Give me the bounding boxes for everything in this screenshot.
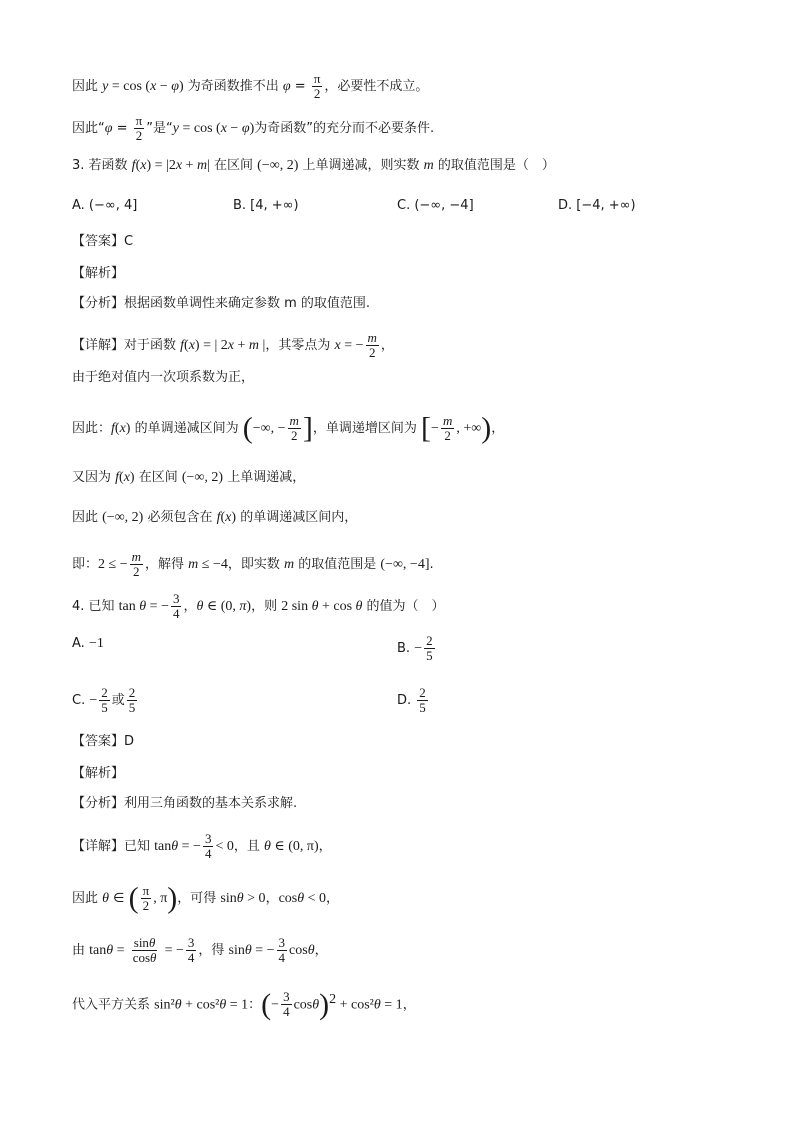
text-line: 又因为 f(x) 在区间 (−∞, 2) 上单调递减， (72, 470, 306, 485)
analysis-3: 【解析】 (72, 266, 125, 281)
text-line: 即：2 ≤ − $\frac{m}{2}$ ，解得 m ≤ −4，即实数 m 的取值范围是 (−∞, −4]. (72, 549, 434, 579)
text-line: 因此 y = cos (x − φ) 为奇函数推不出 φ = $\frac{\pi}{2}$ ，必要性不成立。 (72, 71, 429, 101)
option-d: D. $\frac{2}{5}$ (397, 685, 426, 715)
option-b: B. − $\frac{2}{5}$ (397, 633, 433, 663)
text-line: 因此 θ ∈ ( $\frac{\pi}{2}$ , π)，可得 sinθ > 0，cosθ < 0， (72, 881, 340, 915)
text-line: 代入平方关系 sin²θ + cos²θ = 1：(− $\frac{3}{4}$ cosθ)$^2$ + cos²θ = 1， (72, 987, 416, 1021)
fenxi-3: 【分析】根据函数单调性来确定参数 m 的取值范围. (72, 296, 371, 311)
option-b: B. [4, +∞) (233, 198, 299, 213)
xiangjie-3: 【详解】对于函数 f(x) = | 2x + m |，其零点为 x = − $\frac{m}{2}$ ， (72, 330, 394, 360)
text-line: 由于绝对值内一次项系数为正， (72, 370, 255, 385)
text-line: 因此：f(x) 的单调递减区间为 (−∞, − $\frac{m}{2}$ ]，单调递增区间为 [− $\frac{m}{2}$ , +∞)， (72, 411, 505, 445)
option-c: C. (−∞, −4] (397, 198, 474, 213)
option-c: C. − $\frac{2}{5}$ 或 $\frac{2}{5}$ (72, 685, 136, 715)
fenxi-4: 【分析】利用三角函数的基本关系求解. (72, 796, 298, 811)
option-a: A. −1 (72, 636, 104, 651)
answer-4: 【答案】D (72, 734, 135, 749)
question-4: 4. 已知 tan θ = − $\frac{3}{4}$ ，θ ∈ (0, π)，则 2 sin θ + cos θ 的值为（ ） (72, 591, 445, 621)
option-a: A. (−∞, 4] (72, 198, 138, 213)
analysis-4: 【解析】 (72, 766, 125, 781)
question-3: 3. 若函数 f(x) = |2x + m| 在区间 (−∞, 2) 上单调递减，则实数 m 的取值范围是（ ） (72, 158, 555, 173)
xiangjie-4: 【详解】已知 tanθ = − $\frac{3}{4}$ < 0，且 θ ∈ (0, π)， (72, 831, 332, 861)
text-line: 因此 (−∞, 2) 必须包含在 f(x) 的单调递减区间内， (72, 510, 358, 525)
text-line: 由 tanθ = $\frac{\sin\theta}{\cos\theta}$ = − $\frac{3}{4}$ ，得 sinθ = − $\frac{3}{4}$ cosθ， (72, 935, 328, 965)
option-d: D. [−4, +∞) (558, 198, 636, 213)
answer-3: 【答案】C (72, 234, 134, 249)
text-line: 因此“φ = $\frac{\pi}{2}$ ”是“y = cos (x − φ)为奇函数”的充分而不必要条件. (72, 113, 435, 143)
